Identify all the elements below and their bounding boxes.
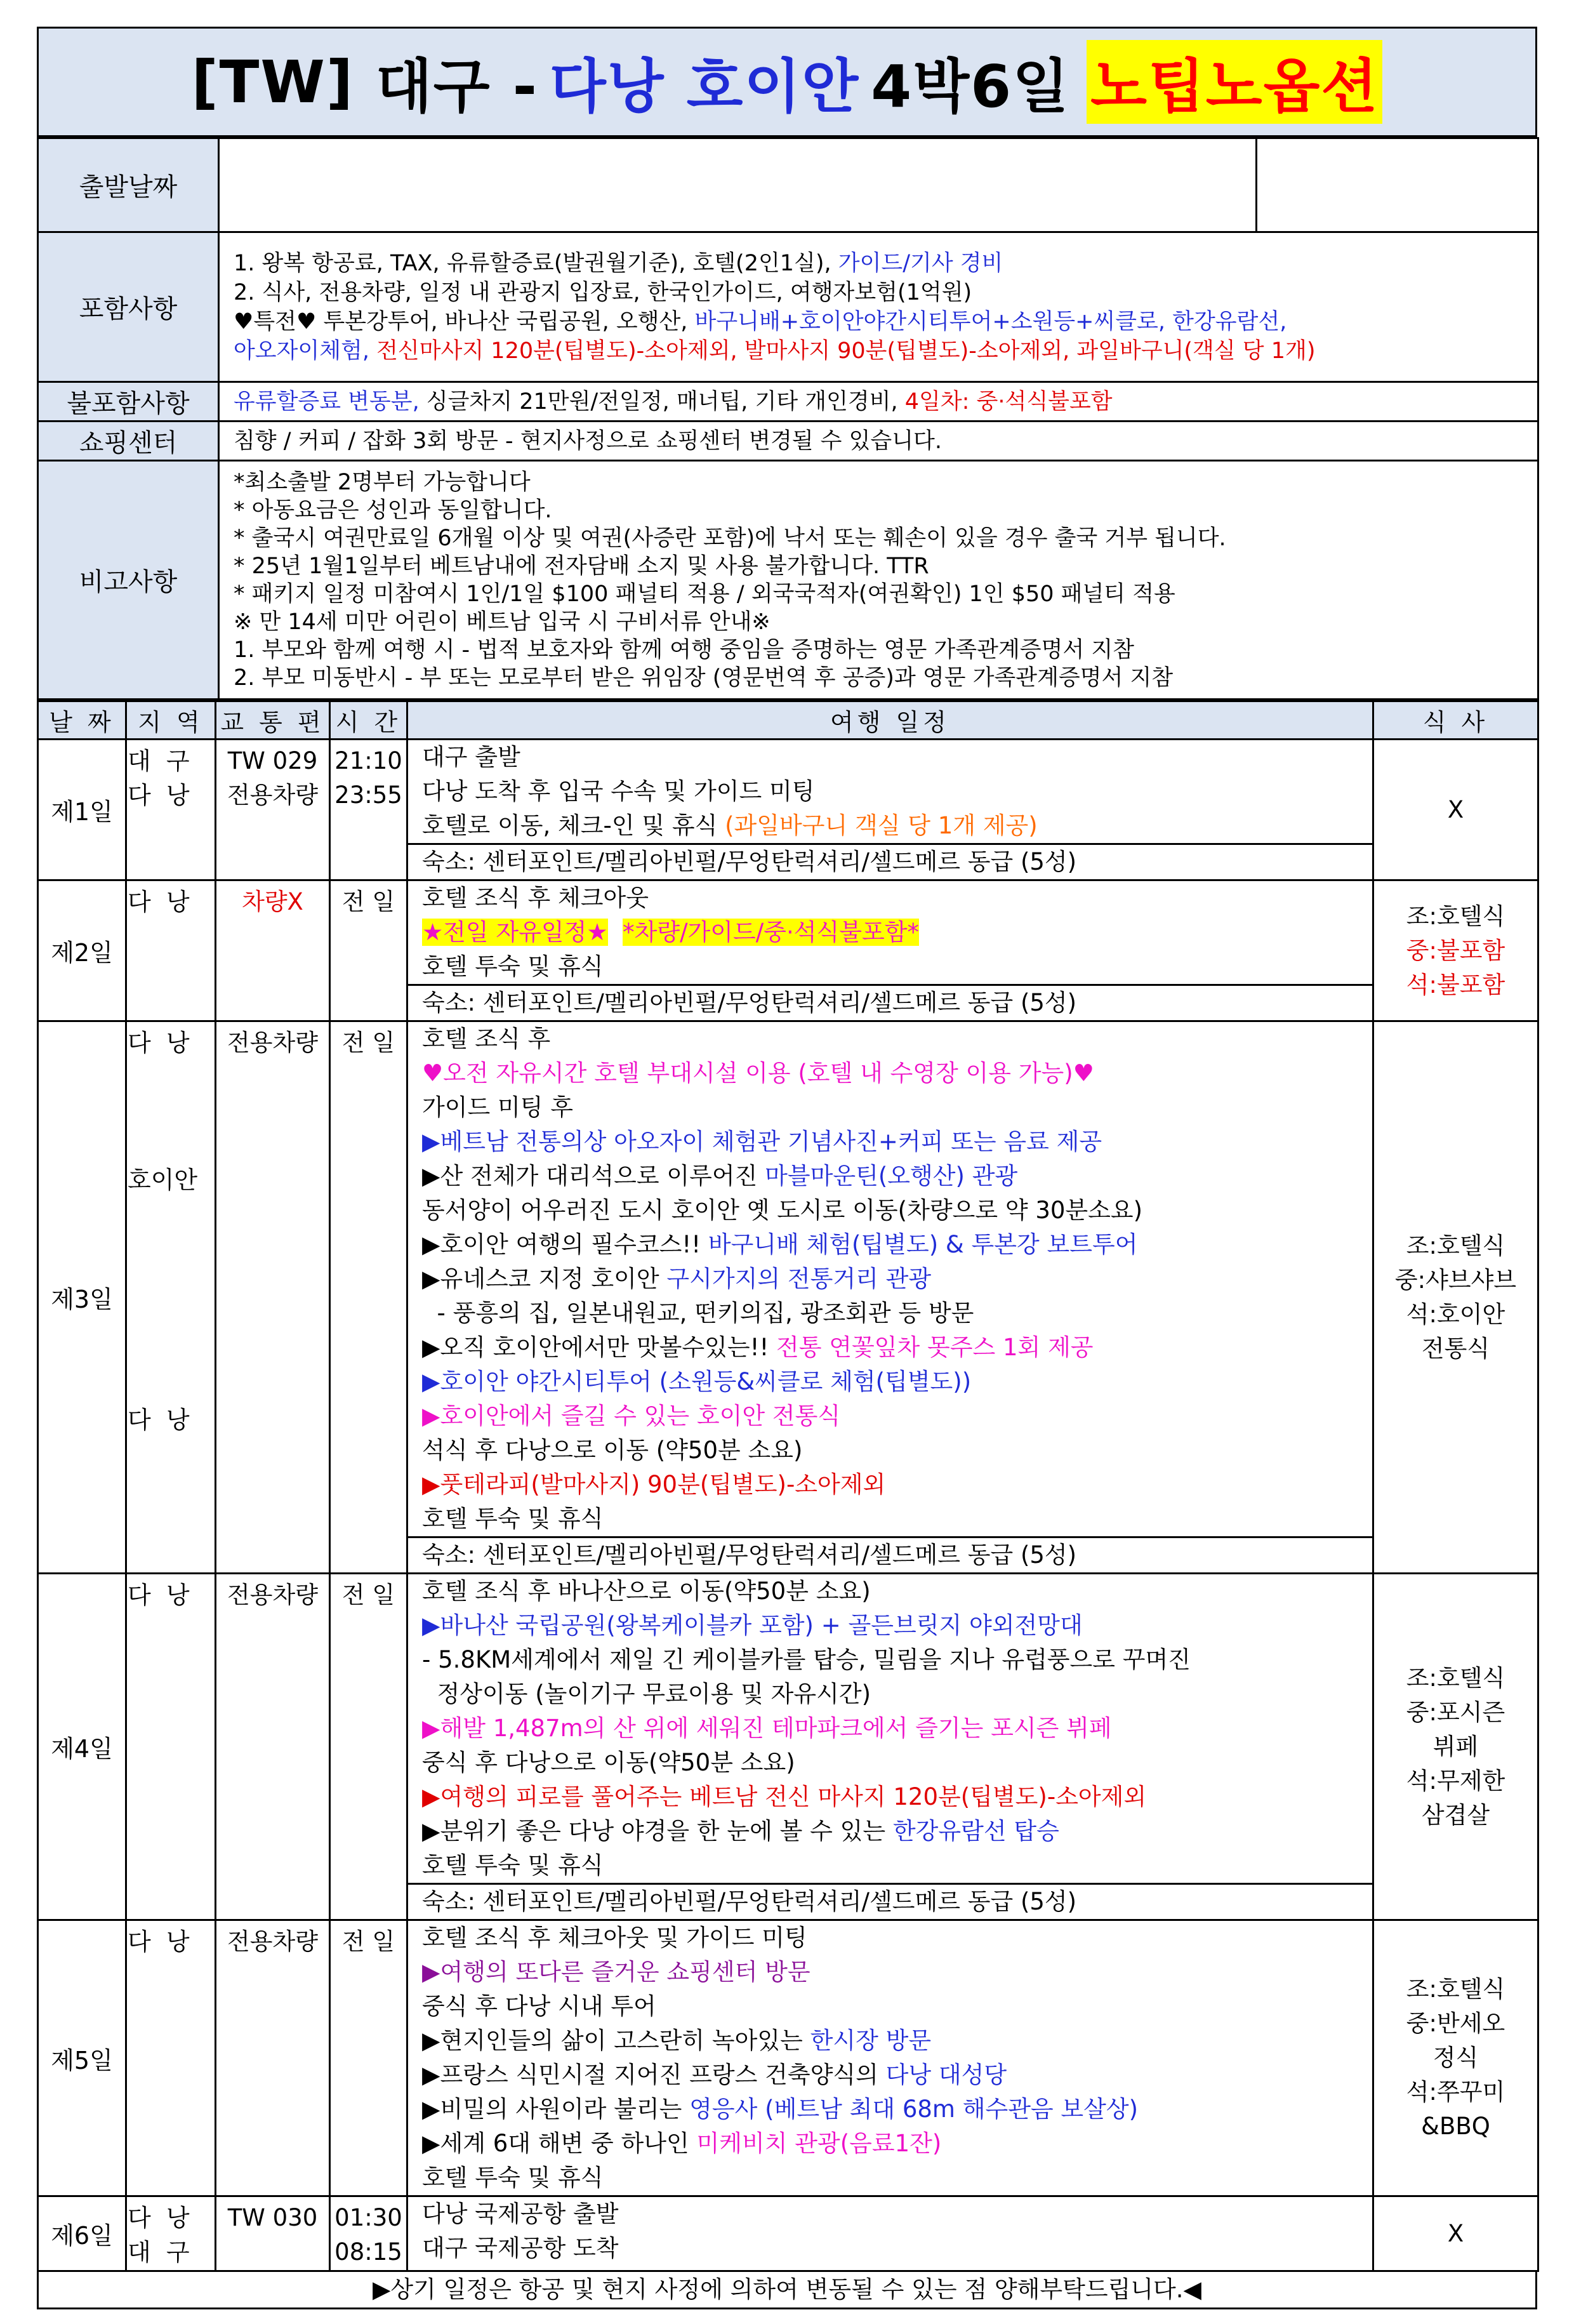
excluded-day4: 4일차: 중·석식불포함 — [897, 388, 1113, 415]
itinerary-sheet — [37, 27, 1537, 2309]
itinerary-text: 호텔로 이동, 체크-인 및 휴식 — [422, 812, 718, 839]
itinerary-line: 중식 후 다낭 시내 투어 — [422, 1993, 656, 2020]
shopping-row — [38, 422, 1538, 461]
meal-line: 석:쭈꾸미 — [1406, 2078, 1505, 2106]
itinerary-line: ▶바나산 국립공원(왕복케이블카 포함) + 골든브릿지 야외전망대 — [422, 1612, 1083, 1639]
header-meal: 식 사 — [1373, 701, 1538, 740]
itinerary-text: ▶호이안 여행의 필수코스!! — [422, 1231, 701, 1258]
region-name: 다 낭 — [128, 1406, 190, 1434]
excluded-label: 불포함사항 — [38, 382, 219, 422]
hotel-line: 숙소: 센터포인트/멜리아빈펄/무엉탄럭셔리/셀드메르 동급 (5성) — [408, 1883, 1372, 1919]
meal-line: 중:포시즌 — [1406, 1698, 1505, 1726]
included-massage: 전신마사지 120분(팁별도)-소아제외, 발마사지 90분(팁별도)-소아제외, 과일바구니(객실 당 1개) — [369, 338, 1316, 364]
header-itinerary: 여행 일정 — [407, 701, 1373, 740]
itinerary-highlight: 구시가지의 전통거리 관광 — [659, 1265, 932, 1292]
itinerary-line — [408, 1159, 1372, 1193]
itinerary-text: ▶세계 6대 해변 중 하나인 — [422, 2130, 689, 2157]
itinerary-line: 호텔 조식 후 체크아웃 — [422, 884, 649, 912]
shopping-value: 침향 / 커피 / 잡화 3회 방문 - 현지사정으로 쇼핑센터 변경될 수 있습니다. — [219, 422, 1538, 461]
itinerary-text: ▶프랑스 식민시절 지어진 프랑스 건축양식의 — [422, 2061, 878, 2088]
itinerary-line — [408, 1814, 1372, 1849]
itinerary-line: 대구 출발 — [422, 743, 520, 771]
itinerary-line: ▶베트남 전통의상 아오자이 체험관 기념사진+커피 또는 음료 제공 — [422, 1128, 1102, 1155]
meal-line: 뷔페 — [1432, 1732, 1479, 1760]
itinerary-line: ▶여행의 피로를 풀어주는 베트남 전신 마사지 120분(팁별도)-소아제외 — [422, 1783, 1147, 1810]
shopping-label: 쇼핑센터 — [38, 422, 219, 461]
transport-type: 전용차량 — [227, 781, 318, 809]
day-region — [126, 1021, 216, 1574]
excluded-single: 싱글차지 21만원/전일정, 매너팁, 기타 개인경비, — [419, 388, 898, 415]
day-itinerary — [407, 1920, 1373, 2196]
included-row — [38, 232, 1538, 382]
region-name: 호이안 — [128, 1166, 198, 1194]
day-meal — [1373, 1920, 1538, 2196]
note-line: * 25년 1월1일부터 베트남내에 전자담배 소지 및 사용 불가합니다. TTR — [234, 553, 929, 579]
itinerary-highlight: 마블마운틴(오행산) 관광 — [757, 1162, 1018, 1190]
meal-line: 중:불포함 — [1406, 936, 1505, 964]
fruit-basket-note: (과일바구니 객실 당 1개 제공) — [717, 812, 1038, 839]
itinerary-line — [408, 915, 1372, 950]
itinerary-line — [408, 1262, 1372, 1296]
itinerary-line: ▶호이안 야간시티투어 (소원등&씨클로 체험(팁별도)) — [422, 1368, 972, 1395]
day-transport — [216, 1920, 330, 2196]
itinerary-line: 호텔 조식 후 바나산으로 이동(약50분 소요) — [422, 1577, 871, 1605]
note-line: * 패키지 일정 미참여시 1인/1일 $100 패널티 적용 / 외국국적자(여권확인) 1인 $50 패널티 적용 — [234, 581, 1175, 607]
itinerary-line: 호텔 조식 후 — [422, 1025, 551, 1052]
schedule-header-row — [38, 701, 1538, 740]
note-line: ※ 만 14세 미만 어린이 베트남 입국 시 구비서류 안내※ — [234, 609, 770, 635]
itinerary-text: ▶분위기 좋은 다낭 야경을 한 눈에 볼 수 있는 — [422, 1817, 886, 1845]
day-itinerary — [407, 2196, 1373, 2271]
note-line: 1. 부모와 함께 여행 시 - 법적 보호자와 함께 여행 중임을 증명하는 영문 가족관계증명서 지참 — [234, 637, 1134, 663]
meal-line: 전통식 — [1421, 1334, 1490, 1362]
time-value: 전 일 — [341, 1928, 395, 1955]
day-itinerary — [407, 880, 1373, 1021]
itinerary-text: ▶오직 호이안에서만 맛볼수있는!! — [422, 1334, 769, 1361]
itinerary-text: ▶비밀의 사원이라 불리는 — [422, 2095, 682, 2123]
meal-line: 중:샤브샤브 — [1394, 1266, 1517, 1294]
region-name: 다 낭 — [128, 1581, 190, 1609]
meal-line: 석:불포함 — [1406, 971, 1505, 999]
included-line-2: 2. 식사, 전용차량, 일정 내 관광지 입장료, 한국인가이드, 여행자보험(1억원) — [234, 279, 972, 305]
day-time — [330, 740, 407, 880]
day-label: 제3일 — [38, 1021, 126, 1574]
departure-row — [38, 138, 1538, 232]
itinerary-line: ▶여행의 또다른 즐거운 쇼핑센터 방문 — [422, 1958, 810, 1986]
time-value: 전 일 — [341, 1029, 395, 1056]
itinerary-line: ▶호이안에서 즐길 수 있는 호이안 전통식 — [422, 1402, 841, 1430]
itinerary-highlight: 전통 연꽃잎차 못주스 1회 제공 — [769, 1334, 1094, 1361]
transport-type: 전용차량 — [227, 1029, 318, 1056]
itinerary-line: - 풍흥의 집, 일본내원교, 떤키의집, 광조회관 등 방문 — [422, 1299, 974, 1327]
departure-extra — [1257, 138, 1538, 232]
hotel-line: 숙소: 센터포인트/멜리아빈펄/무엉탄럭셔리/셀드메르 동급 (5성) — [408, 984, 1372, 1020]
excluded-row — [38, 382, 1538, 422]
day-transport — [216, 1574, 330, 1920]
itinerary-line — [408, 809, 1372, 843]
no-vehicle-note: *차량/가이드/중·석식불포함* — [623, 919, 919, 946]
day-row-1 — [38, 740, 1538, 880]
region-name: 다 낭 — [128, 1928, 190, 1956]
day-row-6 — [38, 2196, 1538, 2271]
itinerary-highlight: 영응사 (베트남 최대 68m 해수관음 보살상) — [682, 2095, 1139, 2123]
day-meal: X — [1373, 2196, 1538, 2271]
page-title — [37, 27, 1537, 137]
note-line: * 아동요금은 성인과 동일합니다. — [234, 497, 552, 523]
itinerary-line: 호텔 조식 후 체크아웃 및 가이드 미팅 — [422, 1924, 807, 1951]
meal-line: 석:무제한 — [1406, 1767, 1505, 1795]
day-label: 제5일 — [38, 1920, 126, 2196]
itinerary-line: 호텔 투숙 및 휴식 — [422, 2164, 604, 2191]
free-day-note: ★전일 자유일정★ — [422, 919, 608, 946]
time-value: 08:15 — [334, 2238, 402, 2266]
note-line: *최소출발 2명부터 가능합니다 — [234, 469, 531, 495]
region-name: 다 낭 — [128, 781, 190, 809]
day-region — [126, 740, 216, 880]
flight-number: TW 030 — [227, 2204, 318, 2231]
included-special-label: ♥특전♥ 투본강투어, 바나산 국립공원, 오행산, — [234, 309, 688, 335]
schedule-table — [37, 700, 1539, 2272]
time-value: 21:10 — [334, 747, 402, 774]
day-transport — [216, 740, 330, 880]
notes-value — [219, 461, 1538, 700]
itinerary-text: ▶현지인들의 삶이 고스란히 녹아있는 — [422, 2027, 803, 2054]
day-itinerary — [407, 740, 1373, 880]
transport-type: 전용차량 — [227, 1581, 318, 1609]
itinerary-line: 호텔 투숙 및 휴식 — [422, 1852, 604, 1879]
included-aozai: 아오자이체험, — [234, 338, 369, 364]
note-line: * 출국시 여권만료일 6개월 이상 및 여권(사증란 포함)에 낙서 또는 훼손이 있을 경우 출국 거부 됩니다. — [234, 525, 1226, 551]
day-transport — [216, 880, 330, 1021]
itinerary-line: 정상이동 (놀이기구 무료이용 및 자유시간) — [422, 1680, 871, 1708]
hotel-line: 숙소: 센터포인트/멜리아빈펄/무엉탄럭셔리/셀드메르 동급 (5성) — [408, 1536, 1372, 1572]
day-transport — [216, 1021, 330, 1574]
day-region — [126, 1920, 216, 2196]
region-name: 다 낭 — [128, 888, 190, 916]
itinerary-line: 가이드 미팅 후 — [422, 1094, 573, 1121]
itinerary-line — [408, 2092, 1372, 2127]
itinerary-line: 다낭 도착 후 입국 수속 및 가이드 미팅 — [422, 778, 815, 805]
itinerary-line: ▶해발 1,487m의 산 위에 세워진 테마파크에서 즐기는 포시즌 뷔페 — [422, 1715, 1112, 1742]
hotel-line: 숙소: 센터포인트/멜리아빈펄/무엉탄럭셔리/셀드메르 동급 (5성) — [408, 843, 1372, 879]
notes-label: 비고사항 — [38, 461, 219, 700]
footer-notice: ▶상기 일정은 항공 및 현지 사정에 의하여 변동될 수 있는 점 양해부탁드립니다.◀ — [37, 2272, 1537, 2309]
header-transport: 교 통 편 — [216, 701, 330, 740]
itinerary-text: ▶산 전체가 대리석으로 이루어진 — [422, 1162, 758, 1190]
day-row-3 — [38, 1021, 1538, 1574]
time-value: 전 일 — [341, 1581, 395, 1609]
info-table — [37, 137, 1539, 700]
day-row-5 — [38, 1920, 1538, 2196]
header-region: 지 역 — [126, 701, 216, 740]
day-label: 제6일 — [38, 2196, 126, 2271]
itinerary-line: 중식 후 다낭으로 이동(약50분 소요) — [422, 1749, 795, 1776]
itinerary-line: 대구 국제공항 도착 — [422, 2234, 619, 2262]
itinerary-line: ▶풋테라피(발마사지) 90분(팁별도)-소아제외 — [422, 1471, 886, 1498]
departure-value — [219, 138, 1257, 232]
itinerary-line — [408, 1331, 1372, 1365]
region-name: 다 낭 — [128, 1029, 190, 1057]
meal-line: &BBQ — [1421, 2113, 1490, 2140]
itinerary-line: - 5.8KM세계에서 제일 긴 케이블카를 탑승, 밀림을 지나 유럽풍으로 꾸며진 — [422, 1646, 1191, 1673]
itinerary-line: 동서양이 어우러진 도시 호이안 옛 도시로 이동(차량으로 약 30분소요) — [422, 1197, 1143, 1224]
itinerary-highlight: 한시장 방문 — [802, 2027, 932, 2054]
meal-line: 삼겹살 — [1421, 1801, 1490, 1829]
included-value — [219, 232, 1538, 382]
day-label: 제2일 — [38, 880, 126, 1021]
itinerary-line — [408, 1228, 1372, 1262]
included-special-blue: 바구니배+호이안야간시티투어+소원등+씨클로, 한강유람선, — [687, 309, 1287, 335]
included-line-1: 1. 왕복 항공료, TAX, 유류할증료(발권월기준), 호텔(2인1실), — [234, 250, 831, 276]
day-meal: X — [1373, 740, 1538, 880]
excluded-fuel: 유류할증료 변동분, — [234, 388, 420, 415]
itinerary-line: 호텔 투숙 및 휴식 — [422, 1505, 604, 1532]
included-label: 포함사항 — [38, 232, 219, 382]
day-transport — [216, 2196, 330, 2271]
day-label: 제1일 — [38, 740, 126, 880]
itinerary-line — [408, 2058, 1372, 2092]
meal-line: 조:호텔식 — [1406, 1975, 1505, 2003]
itinerary-line: 석식 후 다낭으로 이동 (약50분 소요) — [422, 1437, 803, 1464]
time-value: 01:30 — [334, 2204, 402, 2231]
meal-line: 정식 — [1432, 2044, 1479, 2071]
header-time: 시 간 — [330, 701, 407, 740]
day-meal — [1373, 880, 1538, 1021]
day-region — [126, 2196, 216, 2271]
transport-type: 전용차량 — [227, 1928, 318, 1955]
meal-line: 조:호텔식 — [1406, 1232, 1505, 1259]
day-time — [330, 1021, 407, 1574]
itinerary-highlight: 미케비치 관광(음료1잔) — [689, 2130, 942, 2157]
day-time — [330, 1574, 407, 1920]
time-value: 전 일 — [341, 888, 395, 915]
flight-number: TW 029 — [227, 747, 318, 774]
day-region — [126, 880, 216, 1021]
excluded-value — [219, 382, 1538, 422]
title-duration: 4박6일 — [871, 53, 1071, 121]
day-meal — [1373, 1574, 1538, 1920]
day-time — [330, 1920, 407, 2196]
title-route-to: 다낭 호이안 — [549, 53, 860, 121]
itinerary-line: 호텔 투숙 및 휴식 — [422, 953, 604, 980]
day-label: 제4일 — [38, 1574, 126, 1920]
itinerary-line — [408, 2127, 1372, 2161]
day-region — [126, 1574, 216, 1920]
day-itinerary — [407, 1574, 1373, 1920]
itinerary-line — [408, 2024, 1372, 2058]
title-badge: 노팁노옵션 — [1087, 40, 1382, 124]
header-date: 날 짜 — [38, 701, 126, 740]
time-value: 23:55 — [334, 781, 402, 809]
meal-line: 조:호텔식 — [1406, 902, 1505, 930]
notes-row — [38, 461, 1538, 700]
meal-line: 석:호이안 — [1406, 1300, 1505, 1328]
note-line: 2. 부모 미동반시 - 부 또는 모로부터 받은 위임장 (영문번역 후 공증)과 영문 가족관계증명서 지참 — [234, 665, 1174, 691]
itinerary-line: ♥오전 자유시간 호텔 부대시설 이용 (호텔 내 수영장 이용 가능)♥ — [422, 1059, 1094, 1087]
day-row-2 — [38, 880, 1538, 1021]
day-itinerary — [407, 1021, 1373, 1574]
day-time — [330, 2196, 407, 2271]
itinerary-highlight: 한강유람선 탑승 — [885, 1817, 1059, 1845]
itinerary-text: ▶유네스코 지정 호이안 — [422, 1265, 659, 1292]
day-meal — [1373, 1021, 1538, 1574]
day-time — [330, 880, 407, 1021]
itinerary-highlight: 바구니배 체험(팁별도) & 투본강 보트투어 — [701, 1231, 1138, 1258]
day-row-4 — [38, 1574, 1538, 1920]
meal-line: 중:반세오 — [1406, 2010, 1505, 2037]
title-route-from: 대구 - — [375, 53, 538, 121]
itinerary-line: 다낭 국제공항 출발 — [422, 2200, 619, 2228]
region-name: 대 구 — [128, 2238, 190, 2266]
itinerary-highlight: 다낭 대성당 — [878, 2061, 1007, 2088]
departure-label: 출발날짜 — [38, 138, 219, 232]
included-line-1-guide: 가이드/기사 경비 — [831, 250, 1003, 276]
region-name: 대 구 — [128, 747, 190, 775]
region-name: 다 낭 — [128, 2204, 190, 2232]
title-code: [TW] — [191, 48, 354, 116]
meal-line: 조:호텔식 — [1406, 1664, 1505, 1692]
transport-type: 차량X — [242, 888, 303, 915]
